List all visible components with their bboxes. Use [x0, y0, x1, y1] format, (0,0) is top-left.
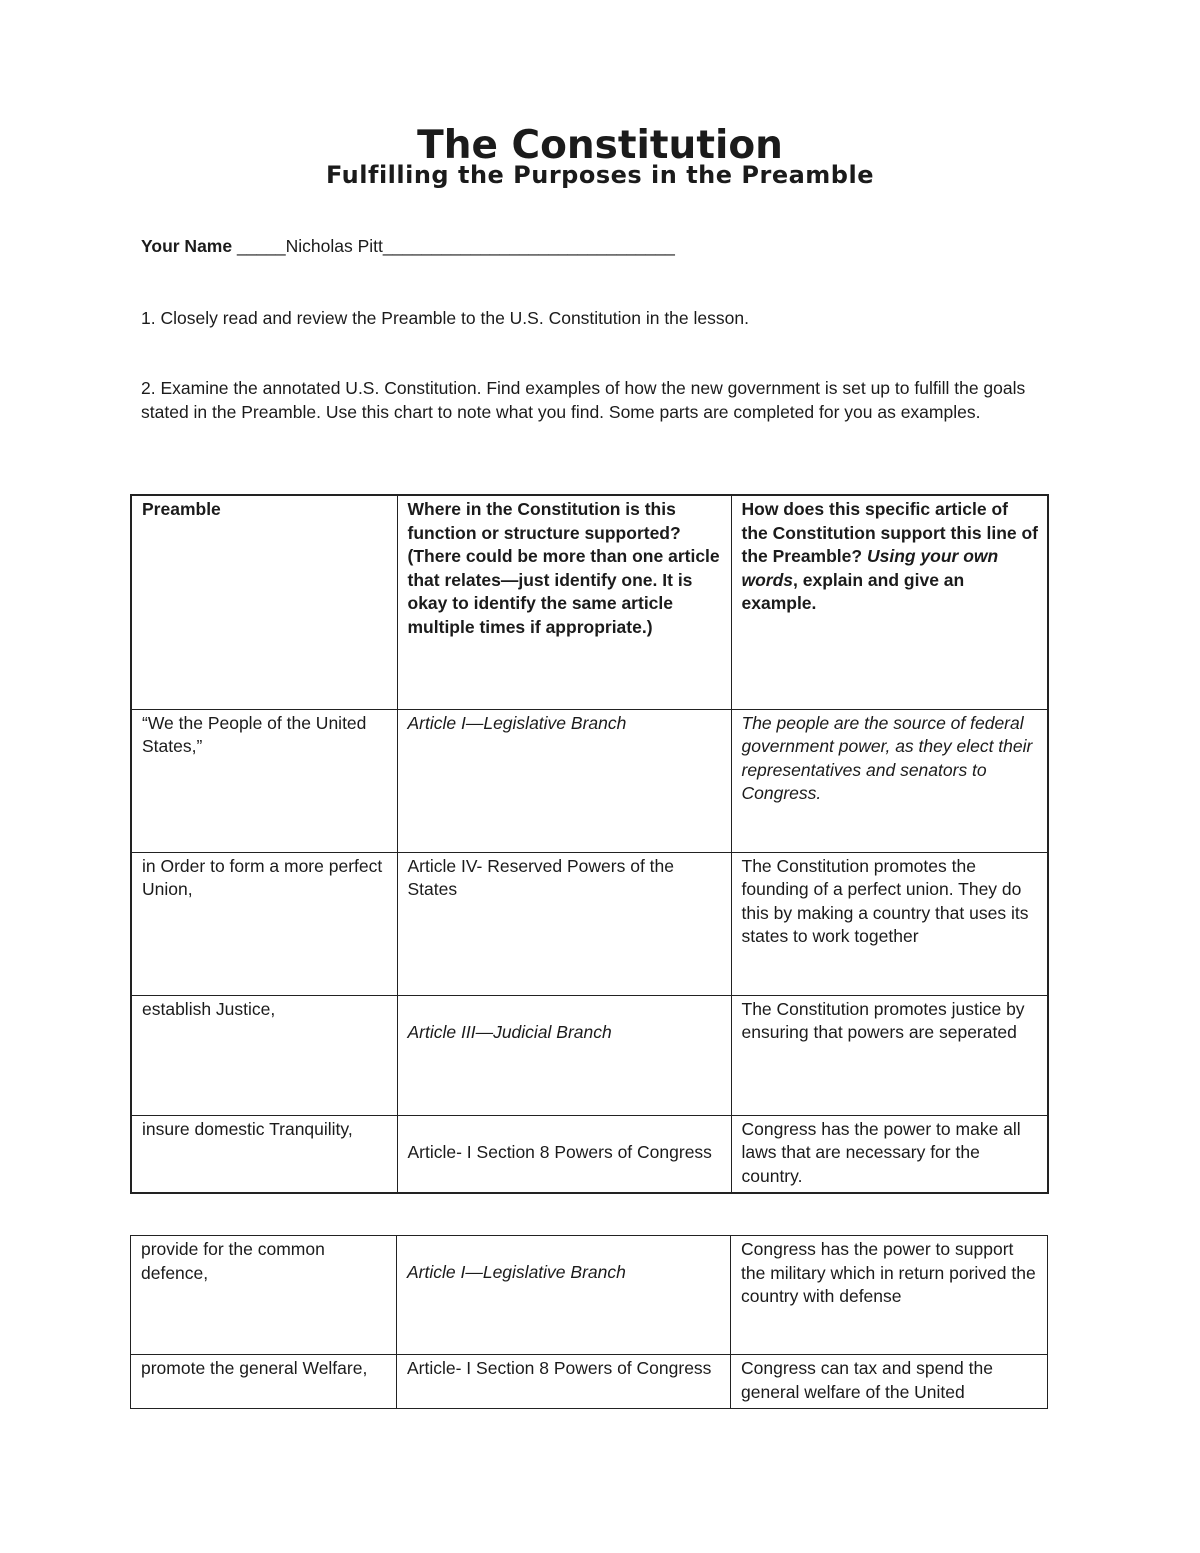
- explanation-cell: Congress has the power to make all laws that are necessary for the country.: [731, 1115, 1048, 1193]
- preamble-chart: [130, 494, 1049, 1194]
- table-row: [131, 1115, 1048, 1193]
- table-row: [131, 1236, 1048, 1355]
- explanation-cell: The Constitution promotes the founding of a perfect union. They do this by making a country that uses its states to work together: [731, 852, 1048, 995]
- header-how-part-a: How does this specific article of the Constitution support this line of the Preamble?: [741, 499, 1038, 566]
- article-cell: Article IV- Reserved Powers of the States: [397, 852, 731, 995]
- instruction-step-1: 1. Closely read and review the Preamble to the U.S. Constitution in the lesson.: [141, 308, 749, 328]
- preamble-cell: insure domestic Tranquility,: [131, 1115, 397, 1193]
- preamble-cell: “We the People of the United States,”: [131, 709, 397, 852]
- name-line: [141, 235, 675, 259]
- preamble-cell: in Order to form a more perfect Union,: [131, 852, 397, 995]
- article-cell: Article- I Section 8 Powers of Congress: [397, 1355, 731, 1409]
- article-text: Article- I Section 8 Powers of Congress: [407, 1141, 712, 1162]
- article-cell: Article I—Legislative Branch: [397, 709, 731, 852]
- article-text: Article III—Judicial Branch: [407, 1021, 612, 1042]
- article-text: Article I—Legislative Branch: [407, 1262, 626, 1282]
- article-cell: [397, 1236, 731, 1355]
- document-subtitle: Fulfilling the Purposes in the Preamble: [325, 161, 874, 189]
- explanation-cell: The people are the source of federal government power, as they elect their representatives and senators to Congress.: [731, 709, 1048, 852]
- header-how-part-b: Using your own words: [741, 546, 999, 590]
- table-row: [131, 995, 1048, 1115]
- article-cell: [397, 1115, 731, 1193]
- header-where: Where in the Constitution is this function or structure supported? (There could be more than one article that relates—just identify one. It is okay to identify the same article multiple times if appropriate.): [397, 495, 731, 709]
- preamble-cell: establish Justice,: [131, 995, 397, 1115]
- table-row: [131, 852, 1048, 995]
- preamble-chart-continued: [130, 1235, 1048, 1409]
- header-how-part-c: , explain and give an example.: [741, 569, 965, 613]
- explanation-cell: The Constitution promotes justice by ensuring that powers are seperated: [731, 995, 1048, 1115]
- instruction-step-2: 2. Examine the annotated U.S. Constitution. Find examples of how the new government is set up to fulfill the goals stated in the Preamble. Use this chart to note what you find. Some parts are completed for you as examples.: [141, 378, 1026, 422]
- table-row: [131, 709, 1048, 852]
- article-cell: [397, 995, 731, 1115]
- preamble-cell: provide for the common defence,: [131, 1236, 397, 1355]
- preamble-cell: promote the general Welfare,: [131, 1355, 397, 1409]
- table-header-row: [131, 495, 1048, 709]
- header-how: [731, 495, 1048, 709]
- name-value: _____Nicholas Pitt______________________________: [232, 236, 675, 256]
- header-preamble: Preamble: [131, 495, 397, 709]
- name-label: Your Name: [141, 236, 233, 256]
- document-title: The Constitution: [417, 123, 783, 168]
- table-row: [131, 1355, 1048, 1409]
- explanation-cell: Congress can tax and spend the general welfare of the United: [731, 1355, 1048, 1409]
- explanation-cell: Congress has the power to support the military which in return porived the country with defense: [731, 1236, 1048, 1355]
